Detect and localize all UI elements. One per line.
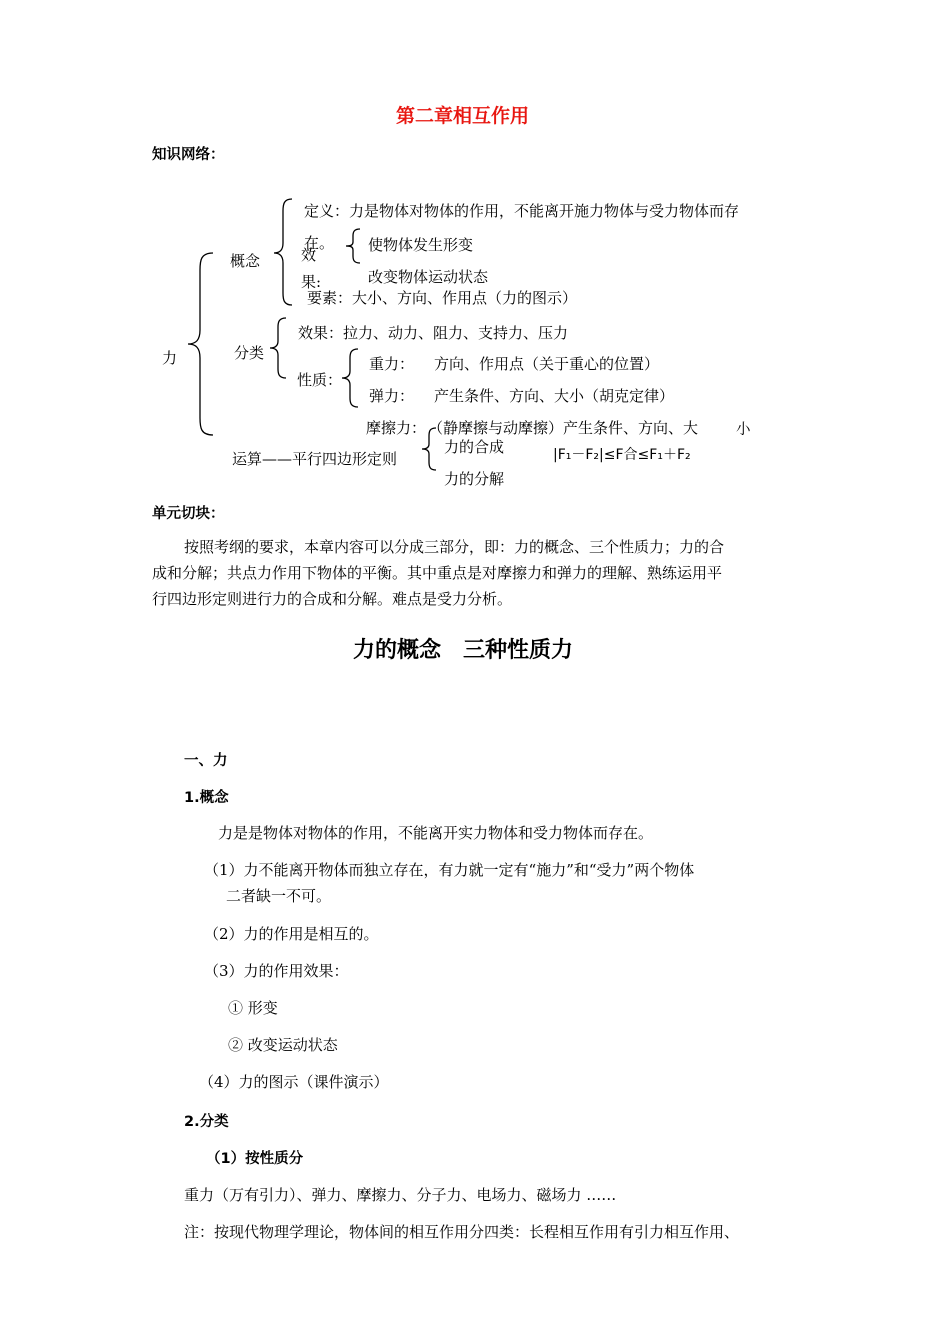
concept-effect-label-2: 果: xyxy=(301,273,322,291)
operation-composition: 力的合成 xyxy=(444,438,505,456)
chapter-title: 第二章相互作用 xyxy=(396,105,530,127)
unit-heading: 单元切块： xyxy=(152,506,225,522)
tree-concept-label: 概念 xyxy=(230,252,261,270)
nature-friction-label: 摩擦力： xyxy=(366,419,427,437)
point-3a: ① 形变 xyxy=(228,999,278,1017)
nature-list: 重力（万有引力）、弹力、摩擦力、分子力、电场力、磁场力 …… xyxy=(184,1186,617,1204)
effect-motion-change: 改变物体运动状态 xyxy=(368,268,489,286)
operation-brace xyxy=(420,427,438,471)
concept-text: 力是是物体对物体的作用，不能离开实力物体和受力物体而存在。 xyxy=(218,824,654,842)
point-1-line-2: 二者缺一不可。 xyxy=(226,887,332,905)
knowledge-network-heading: 知识网络： xyxy=(152,147,225,163)
nature-brace xyxy=(340,347,360,409)
concept-definition: 定义：力是物体对物体的作用，不能离开施力物体与受力物体而存 xyxy=(304,202,740,220)
nature-gravity-text: 方向、作用点（关于重心的位置） xyxy=(434,355,660,373)
effect-deformation: 使物体发生形变 xyxy=(368,236,474,254)
classify-heading: 2.分类 xyxy=(184,1114,229,1130)
tree-root-force: 力 xyxy=(162,349,178,367)
classification-by-nature-label: 性质： xyxy=(297,371,343,389)
nature-elastic-text: 产生条件、方向、大小（胡克定律） xyxy=(434,387,675,405)
operation-decomposition: 力的分解 xyxy=(444,470,505,488)
nature-friction-tail: 小 xyxy=(736,422,751,438)
classification-brace xyxy=(268,316,288,380)
classification-by-effect: 效果：拉力、动力、阻力、支持力、压力 xyxy=(298,324,569,342)
unit-paragraph-line-2: 成和分解；共点力作用下物体的平衡。其中重点是对摩擦力和弹力的理解、熟练运用平 xyxy=(152,564,723,582)
point-3b: ② 改变运动状态 xyxy=(228,1036,338,1054)
by-nature-heading: （1）按性质分 xyxy=(206,1151,304,1167)
nature-gravity-label: 重力： xyxy=(369,355,415,373)
concept-brace xyxy=(272,197,294,307)
unit-paragraph-line-1: 按照考纲的要求，本章内容可以分成三部分，即：力的概念、三个性质力；力的合 xyxy=(184,538,725,556)
point-4: （4）力的图示（课件演示） xyxy=(199,1073,389,1091)
point-1-line-1: （1）力不能离开物体而独立存在，有力就一定有“施力”和“受力”两个物体 xyxy=(204,861,695,879)
root-brace xyxy=(186,250,216,438)
concept-definition-tail: 在。 xyxy=(304,234,335,252)
nature-elastic-label: 弹力： xyxy=(369,387,415,405)
unit-paragraph-line-3: 行四边形定则进行力的合成和分解。难点是受力分析。 xyxy=(152,590,513,608)
concept-elements: 要素：大小、方向、作用点（力的图示） xyxy=(307,289,578,307)
note-text: 注：按现代物理学理论，物体间的相互作用分四类：长程相互作用有引力相互作用、 xyxy=(184,1223,740,1241)
section-title: 力的概念 三种性质力 xyxy=(353,638,574,663)
point-2: （2）力的作用是相互的。 xyxy=(204,925,379,943)
operation-formula: |F₁－F₂|≤F合≤F₁＋F₂ xyxy=(553,447,691,463)
concept-effect-label-1: 效 xyxy=(301,246,317,264)
section-one-heading: 一、力 xyxy=(184,753,228,769)
nature-friction-text: （静摩擦与动摩擦）产生条件、方向、大 xyxy=(428,419,699,437)
effect-brace xyxy=(344,228,362,264)
concept-heading: 1.概念 xyxy=(184,790,229,806)
point-3: （3）力的作用效果： xyxy=(204,962,349,980)
tree-operation-label: 运算——平行四边形定则 xyxy=(232,450,398,468)
tree-classification-label: 分类 xyxy=(234,344,265,362)
